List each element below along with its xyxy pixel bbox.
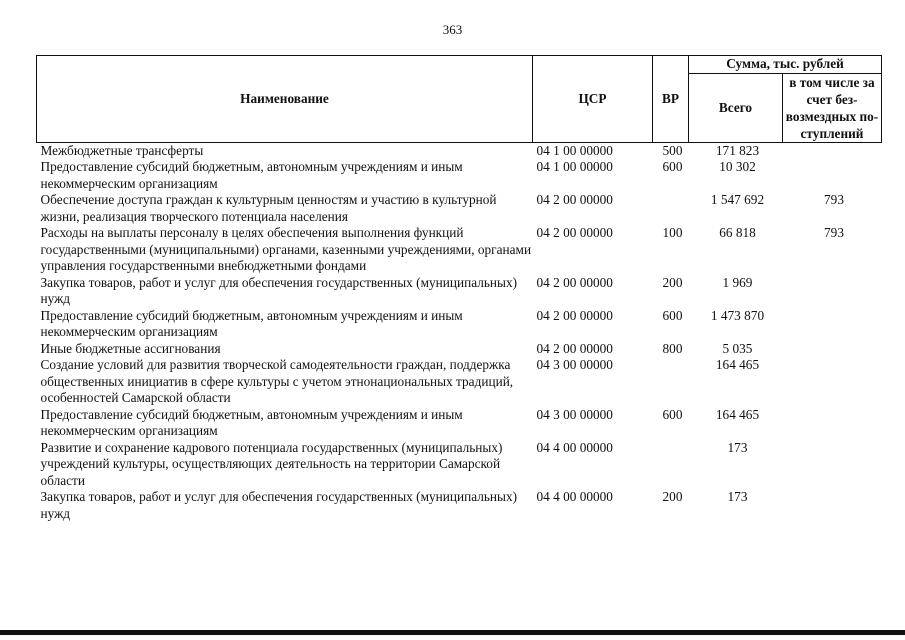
row-csr: 04 2 00 00000: [536, 225, 613, 240]
row-name: Закупка товаров, работ и услуг для обеспечения государственных (муниципальных) нужд: [40, 274, 518, 306]
row-name: Межбюджетные трансферты: [40, 142, 204, 158]
row-free-receipts: [783, 357, 882, 407]
row-free-receipts: [783, 308, 882, 341]
row-total: 5 035: [722, 340, 753, 356]
table-row: [37, 308, 882, 341]
header-vr: ВР: [653, 56, 689, 143]
row-csr: 04 2 00 00000: [536, 274, 613, 290]
row-name: Иные бюджетные ассигнования: [40, 340, 221, 356]
row-name: Расходы на выплаты персоналу в целях обеспечения выполнения функций государственными (муниципальными) органами, казенными учреждениями, органами управления государственными внебюджетными фондами: [40, 225, 532, 273]
row-name: Предоставление субсидий бюджетным, автономным учреждениям и иным некоммерческим организациям: [40, 307, 463, 339]
row-name: Закупка товаров, работ и услуг для обеспечения государственных (муниципальных) нужд: [40, 489, 518, 521]
header-name: Наименование: [37, 56, 533, 143]
row-total: 1 969: [722, 274, 753, 290]
row-name: Создание условий для развития творческой самодеятельности граждан, поддержка общественных инициатив в сфере культуры с учетом этнонациональных традиций, особенностей Самарской области: [40, 357, 514, 405]
row-name: Предоставление субсидий бюджетным, автономным учреждениям и иным некоммерческим организациям: [40, 406, 463, 438]
table-row: [37, 440, 882, 490]
row-vr: 200: [662, 489, 683, 504]
row-total: 1 473 870: [710, 307, 765, 323]
row-vr: 500: [662, 142, 683, 158]
table-row: [37, 357, 882, 407]
row-total: 10 302: [719, 159, 756, 174]
header-free-receipts: в том числе за счет без-возмездных по-ступлений: [783, 73, 882, 142]
row-vr: 600: [662, 307, 683, 323]
row-vr: 600: [662, 159, 683, 174]
table-body: [37, 142, 882, 522]
table-row: [37, 142, 882, 159]
row-csr: 04 2 00 00000: [536, 192, 613, 207]
row-csr: 04 2 00 00000: [536, 340, 613, 356]
row-vr: [653, 440, 689, 490]
table-row: [37, 489, 882, 522]
row-name: Развитие и сохранение кадрового потенциала государственных (муниципальных) учреждений культуры, осуществляющих деятельность на территории Самарской области: [40, 439, 503, 488]
table-row: [37, 225, 882, 275]
row-vr: 600: [662, 406, 683, 422]
row-free-receipts: [783, 159, 882, 192]
row-csr: 04 3 00 00000: [536, 406, 613, 422]
row-vr: 100: [662, 225, 683, 240]
row-free-receipts: [783, 142, 882, 159]
row-total: 173: [727, 489, 748, 504]
row-vr: 200: [662, 274, 683, 290]
row-vr: [653, 357, 689, 407]
table-row: [37, 275, 882, 308]
table-row: [37, 407, 882, 440]
table-row: [37, 192, 882, 225]
bottom-rule: [0, 630, 905, 635]
table-row: [37, 159, 882, 192]
page-number: 363: [442, 22, 463, 37]
row-vr: 800: [662, 340, 683, 356]
row-vr: [653, 192, 689, 225]
row-free-receipts: 793: [824, 192, 844, 207]
row-csr: 04 3 00 00000: [536, 357, 613, 372]
row-free-receipts: [783, 407, 882, 440]
row-free-receipts: [783, 440, 882, 490]
table-row: [37, 341, 882, 358]
row-csr: 04 1 00 00000: [536, 142, 613, 158]
header-csr: ЦСР: [533, 56, 653, 143]
row-total: 1 547 692: [710, 192, 765, 207]
row-free-receipts: 793: [824, 225, 844, 240]
row-total: 164 465: [715, 357, 760, 372]
row-free-receipts: [783, 275, 882, 308]
row-csr: 04 2 00 00000: [536, 307, 613, 323]
budget-table: [36, 55, 882, 522]
row-free-receipts: [783, 489, 882, 522]
row-csr: 04 4 00 00000: [536, 439, 613, 455]
row-free-receipts: [783, 341, 882, 358]
row-total: 66 818: [719, 225, 756, 240]
row-csr: 04 4 00 00000: [536, 489, 613, 504]
row-name: Предоставление субсидий бюджетным, автономным учреждениям и иным некоммерческим организациям: [40, 159, 463, 191]
header-sum-group: Сумма, тыс. рублей: [689, 56, 882, 74]
row-name: Обеспечение доступа граждан к культурным ценностям и участию в культурной жизни, реализация творческого потенциала населения: [40, 192, 497, 224]
row-total: 164 465: [715, 406, 760, 422]
header-total: Всего: [689, 73, 783, 142]
row-csr: 04 1 00 00000: [536, 159, 613, 174]
row-total: 171 823: [715, 142, 760, 158]
row-total: 173: [727, 439, 748, 455]
